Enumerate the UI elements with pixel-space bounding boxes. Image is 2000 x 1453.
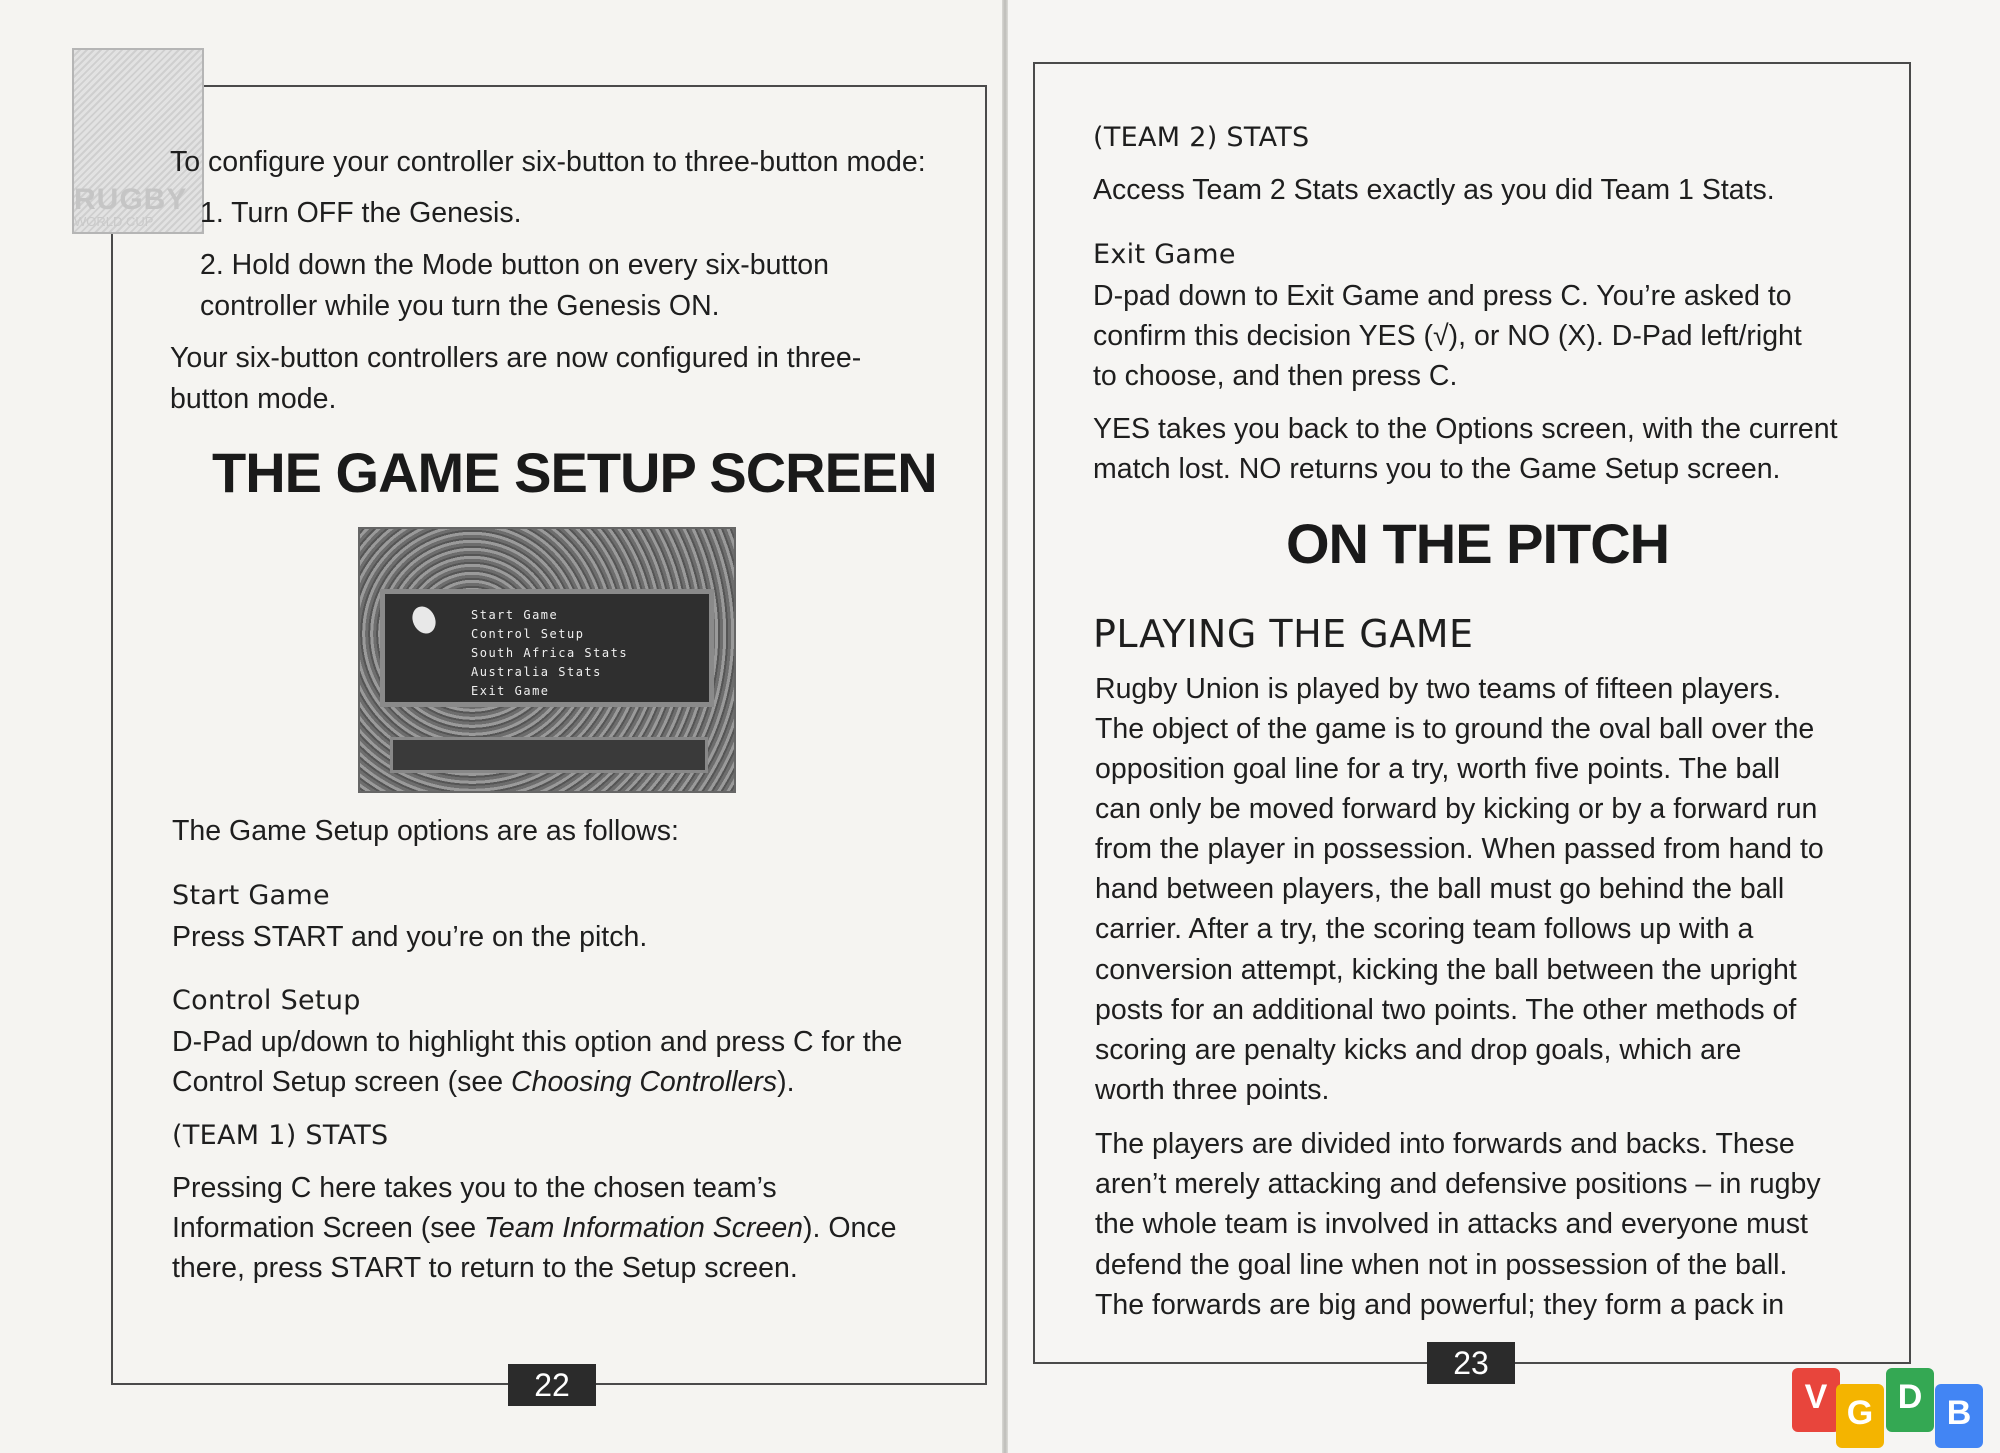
paragraph-1-line: opposition goal line for a try, worth five points. The ball — [1095, 753, 1780, 785]
options-intro: The Game Setup options are as follows: — [172, 815, 679, 847]
step-2-line-1: 2. Hold down the Mode button on every six-button — [200, 249, 829, 281]
menu-item-south-africa-stats: South Africa Stats — [471, 646, 629, 660]
paragraph-1-line: The object of the game is to ground the oval ball over the — [1095, 713, 1815, 745]
paragraph-2-line: the whole team is involved in attacks and everyone must — [1095, 1208, 1808, 1240]
paragraph-2-line: aren’t merely attacking and defensive positions – in rugby — [1095, 1168, 1821, 1200]
playing-the-game-heading: PLAYING THE GAME — [1093, 612, 1474, 656]
game-setup-screenshot — [358, 527, 736, 793]
step-2-line-2: controller while you turn the Genesis ON. — [200, 290, 720, 322]
start-game-text: Press START and you’re on the pitch. — [172, 921, 648, 953]
watermark-letter-b: B — [1935, 1384, 1983, 1448]
exit-game-line-2: confirm this decision YES (√), or NO (X). D-Pad left/right — [1093, 320, 1802, 352]
paragraph-1-line: from the player in possession. When passed from hand to — [1095, 833, 1824, 865]
intro-text: To configure your controller six-button to three-button mode: — [170, 146, 926, 178]
exit-game-line-3: to choose, and then press C. — [1093, 360, 1458, 392]
logo-title: RUGBY — [74, 183, 188, 216]
on-the-pitch-heading: ON THE PITCH — [1286, 512, 1670, 575]
paragraph-2-line: The players are divided into forwards and backs. These — [1095, 1128, 1795, 1160]
team-1-line-2: Information Screen (see Team Information Screen). Once — [172, 1212, 897, 1244]
game-setup-heading: THE GAME SETUP SCREEN — [212, 441, 937, 504]
page-number-left: 22 — [508, 1364, 596, 1406]
setup-status-bar — [390, 737, 708, 773]
paragraph-1-line: posts for an additional two points. The other methods of — [1095, 994, 1797, 1026]
paragraph-1-line: conversion attempt, kicking the ball between the upright — [1095, 954, 1797, 986]
control-setup-line-2: Control Setup screen (see Choosing Controllers). — [172, 1066, 795, 1098]
result-line-1: Your six-button controllers are now configured in three- — [170, 342, 862, 374]
team-information-screen-ref: Team Information Screen — [484, 1212, 804, 1244]
menu-item-exit-game: Exit Game — [471, 684, 550, 698]
paragraph-2-line: The forwards are big and powerful; they form a pack in — [1095, 1289, 1785, 1321]
paragraph-1-line: worth three points. — [1095, 1074, 1330, 1106]
step-1: 1. Turn OFF the Genesis. — [200, 197, 522, 229]
team-1-stats-label: (TEAM 1) STATS — [172, 1120, 389, 1151]
yes-line-2: match lost. NO returns you to the Game Setup screen. — [1093, 453, 1781, 485]
menu-item-start-game: Start Game — [471, 608, 559, 622]
result-line-2: button mode. — [170, 383, 337, 415]
control-setup-line-1: D-Pad up/down to highlight this option and press C for the — [172, 1026, 903, 1058]
paragraph-1-line: hand between players, the ball must go behind the ball — [1095, 873, 1785, 905]
rugby-ball-icon — [408, 603, 440, 638]
watermark-letter-g: G — [1836, 1384, 1884, 1448]
menu-item-control-setup: Control Setup — [471, 627, 585, 641]
yes-line-1: YES takes you back to the Options screen, with the current — [1093, 413, 1838, 445]
start-game-label: Start Game — [172, 880, 330, 911]
page-number-right: 23 — [1427, 1342, 1515, 1384]
choosing-controllers-ref: Choosing Controllers — [511, 1066, 778, 1098]
team-1-line-3: there, press START to return to the Setup screen. — [172, 1252, 798, 1284]
logo-subtitle: WORLD CUP — [74, 214, 154, 229]
paragraph-1-line: carrier. After a try, the scoring team follows up with a — [1095, 913, 1754, 945]
exit-game-line-1: D-pad down to Exit Game and press C. You’re asked to — [1093, 280, 1792, 312]
watermark-letter-v: V — [1792, 1368, 1840, 1432]
setup-menu-box — [380, 589, 714, 707]
menu-item-australia-stats: Australia Stats — [471, 665, 602, 679]
watermark-letter-d: D — [1886, 1368, 1934, 1432]
control-setup-label: Control Setup — [172, 985, 361, 1016]
team-2-stats-text: Access Team 2 Stats exactly as you did Team 1 Stats. — [1093, 174, 1775, 206]
exit-game-label: Exit Game — [1093, 239, 1236, 270]
paragraph-2-line: defend the goal line when not in possession of the ball. — [1095, 1249, 1788, 1281]
team-1-line-1: Pressing C here takes you to the chosen team’s — [172, 1172, 777, 1204]
paragraph-1-line: Rugby Union is played by two teams of fifteen players. — [1095, 673, 1781, 705]
paragraph-1-line: can only be moved forward by kicking or by a forward run — [1095, 793, 1818, 825]
paragraph-1-line: scoring are penalty kicks and drop goals, which are — [1095, 1034, 1742, 1066]
team-2-stats-label: (TEAM 2) STATS — [1093, 122, 1310, 153]
